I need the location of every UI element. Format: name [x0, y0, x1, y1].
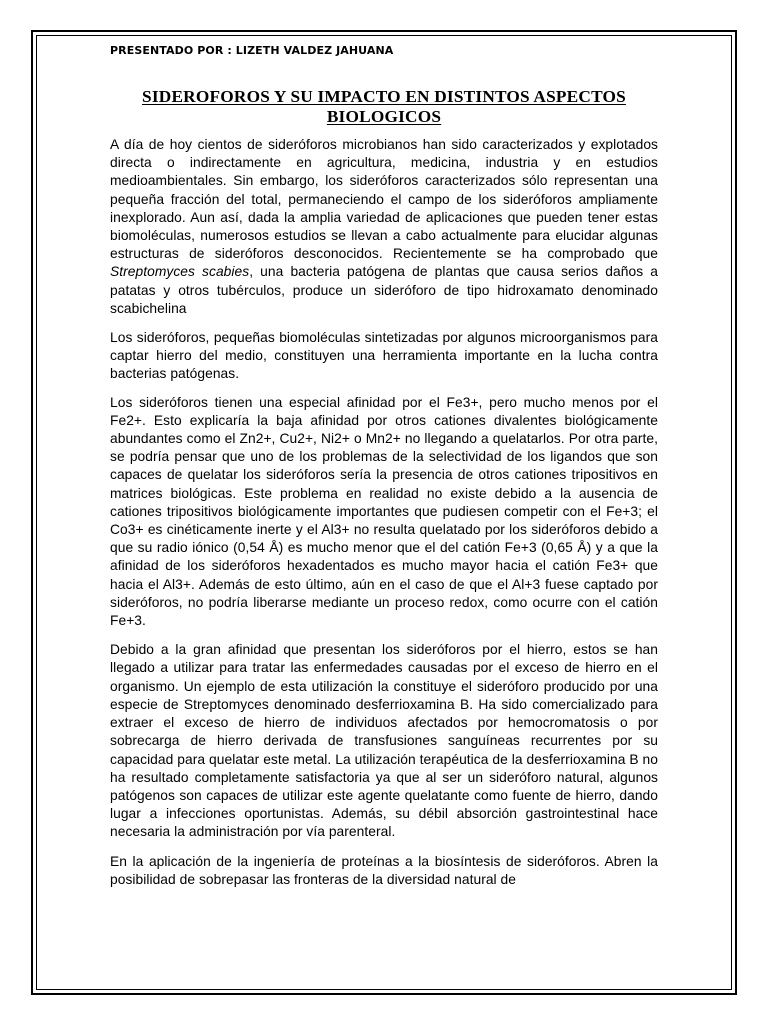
document-body: [110, 136, 658, 900]
paragraph-1: [110, 136, 658, 318]
paragraph-3: Los sideróforos tienen una especial afinidad por el Fe3+, pero mucho menos por el Fe2+. Esto explicaría la baja afinidad por otros cationes divalentes biológicamente abundantes como el Zn2+, Cu2+, Ni2+ o Mn2+ no llegando a quelatarlos. Por otra parte, se podría pensar que uno de los problemas de la selectividad de los ligandos que son capaces de quelatar los sideróforos sería la presencia de otros cationes tripositivos en matrices biológicas. Este problema en realidad no existe debido a la ausencia de cationes tripositivos biológicamente importantes que pudiesen competir con el Fe+3; el Co3+ es cinéticamente inerte y el Al3+ no resulta quelatado por los sideróforos debido a que su radio iónico (0,54 Å) es mucho menor que el del catión Fe+3 (0,65 Å) y a que la afinidad de los sideróforos hexadentados es mucho mayor hacia el catión Fe3+ que hacia el Al3+. Además de esto último, aún en el caso de que el Al+3 fuese captado por sideróforos, no podría liberarse mediante un proceso redox, como ocurre con el catión Fe+3.: [110, 394, 658, 629]
paragraph-4: Debido a la gran afinidad que presentan los sideróforos por el hierro, estos se han llegado a utilizar para tratar las enfermedades causadas por el exceso de hierro en el organismo. Un ejemplo de esta utilización la constituye el sideróforo producido por una especie de Streptomyces denominado desferrioxamina B. Ha sido comercializado para extraer el exceso de hierro de individuos afectados por hemocromatosis o por sobrecarga de hierro derivada de transfusiones sanguíneas recurrentes por su capacidad para quelatar este metal. La utilización terapéutica de la desferrioxamina B no ha resultado completamente satisfactoria ya que al ser un sideróforo natural, algunos patógenos son capaces de utilizar este agente quelatante como fuente de hierro, dando lugar a infecciones oportunistas. Además, su débil absorción gastrointestinal hace necesaria la administración por vía parenteral.: [110, 642, 658, 840]
paragraph-1-text-start: A día de hoy cientos de sideróforos microbianos han sido caracterizados y explotados directa o indirectamente en agricultura, medicina, industria y en estudios medioambientales. Sin embargo, los sideróforos caracterizados sólo representan una pequeña fracción del total, permaneciendo el campo de los sideróforos ampliamente inexplorado. Aun así, dada la amplia variedad de aplicaciones que pueden tener estas biomoléculas, numerosos estudios se llevan a cabo actualmente para elucidar algunas estructuras de sideróforos desconocidos. Recientemente se ha comprobado que: [110, 137, 658, 262]
paragraph-2: Los sideróforos, pequeñas biomoléculas sintetizadas por algunos microorganismos para captar hierro del medio, constituyen una herramienta importante en la lucha contra bacterias patógenas.: [110, 330, 658, 382]
author-header: PRESENTADO POR : LIZETH VALDEZ JAHUANA: [110, 44, 394, 57]
paragraph-1-text-end: , una bacteria patógena de plantas que causa serios daños a patatas y otros tubérculos, produce un sideróforo de tipo hidroxamato denominado scabichelina: [110, 264, 658, 316]
document-title: SIDEROFOROS Y SU IMPACTO EN DISTINTOS ASPECTOS BIOLOGICOS: [142, 87, 626, 126]
species-name: Streptomyces scabies: [110, 264, 250, 280]
paragraph-5: En la aplicación de la ingeniería de proteínas a la biosíntesis de sideróforos. Abren la posibilidad de sobrepasar las fronteras de la diversidad natural de: [110, 853, 658, 887]
